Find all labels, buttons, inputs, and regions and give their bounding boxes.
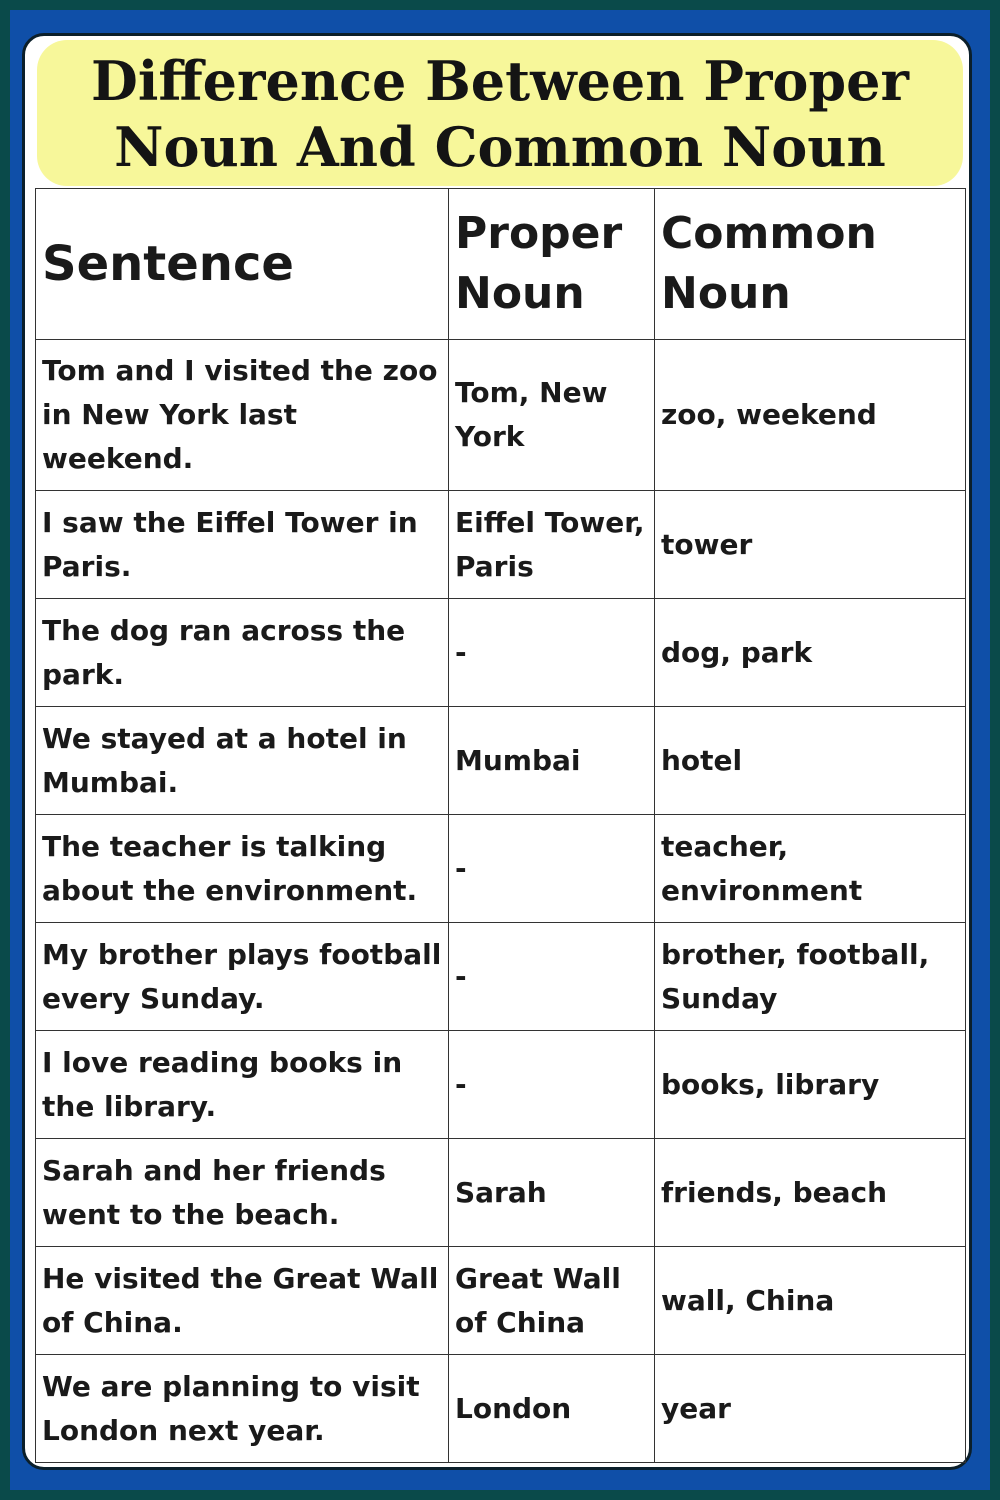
sentence-cell: I saw the Eiffel Tower in Paris. xyxy=(36,491,449,599)
table-row xyxy=(36,1355,966,1463)
header-proper-noun: Proper Noun xyxy=(449,189,655,340)
sentence-cell: I love reading books in the library. xyxy=(36,1031,449,1139)
header-common-noun: Common Noun xyxy=(655,189,966,340)
proper-noun-cell: Great Wall of China xyxy=(449,1247,655,1355)
sentence-cell: My brother plays football every Sunday. xyxy=(36,923,449,1031)
common-noun-cell: dog, park xyxy=(655,599,966,707)
sentence-cell: We are planning to visit London next year. xyxy=(36,1355,449,1463)
proper-noun-cell: Mumbai xyxy=(449,707,655,815)
noun-comparison-table xyxy=(35,188,966,1463)
common-noun-cell: wall, China xyxy=(655,1247,966,1355)
table-row xyxy=(36,815,966,923)
sentence-cell: The dog ran across the park. xyxy=(36,599,449,707)
sentence-cell: The teacher is talking about the environment. xyxy=(36,815,449,923)
table-header-row xyxy=(36,189,966,340)
table-row xyxy=(36,491,966,599)
proper-noun-cell: Tom, New York xyxy=(449,340,655,491)
common-noun-cell: books, library xyxy=(655,1031,966,1139)
common-noun-cell: friends, beach xyxy=(655,1139,966,1247)
proper-noun-cell: - xyxy=(449,923,655,1031)
proper-noun-cell: Sarah xyxy=(449,1139,655,1247)
table-row xyxy=(36,707,966,815)
sentence-cell: We stayed at a hotel in Mumbai. xyxy=(36,707,449,815)
proper-noun-cell: Eiffel Tower, Paris xyxy=(449,491,655,599)
table-row xyxy=(36,923,966,1031)
proper-noun-cell: - xyxy=(449,599,655,707)
proper-noun-cell: London xyxy=(449,1355,655,1463)
table-row xyxy=(36,1031,966,1139)
table-row xyxy=(36,1139,966,1247)
sentence-cell: He visited the Great Wall of China. xyxy=(36,1247,449,1355)
common-noun-cell: zoo, weekend xyxy=(655,340,966,491)
common-noun-cell: brother, football, Sunday xyxy=(655,923,966,1031)
sentence-cell: Sarah and her friends went to the beach. xyxy=(36,1139,449,1247)
common-noun-cell: hotel xyxy=(655,707,966,815)
common-noun-cell: tower xyxy=(655,491,966,599)
proper-noun-cell: - xyxy=(449,1031,655,1139)
proper-noun-cell: - xyxy=(449,815,655,923)
sentence-cell: Tom and I visited the zoo in New York last weekend. xyxy=(36,340,449,491)
common-noun-cell: teacher, environment xyxy=(655,815,966,923)
table-row xyxy=(36,1247,966,1355)
common-noun-cell: year xyxy=(655,1355,966,1463)
page-title: Difference Between Proper Noun And Common Noun xyxy=(91,49,909,179)
header-sentence: Sentence xyxy=(36,189,449,340)
table-row xyxy=(36,340,966,491)
table-row xyxy=(36,599,966,707)
